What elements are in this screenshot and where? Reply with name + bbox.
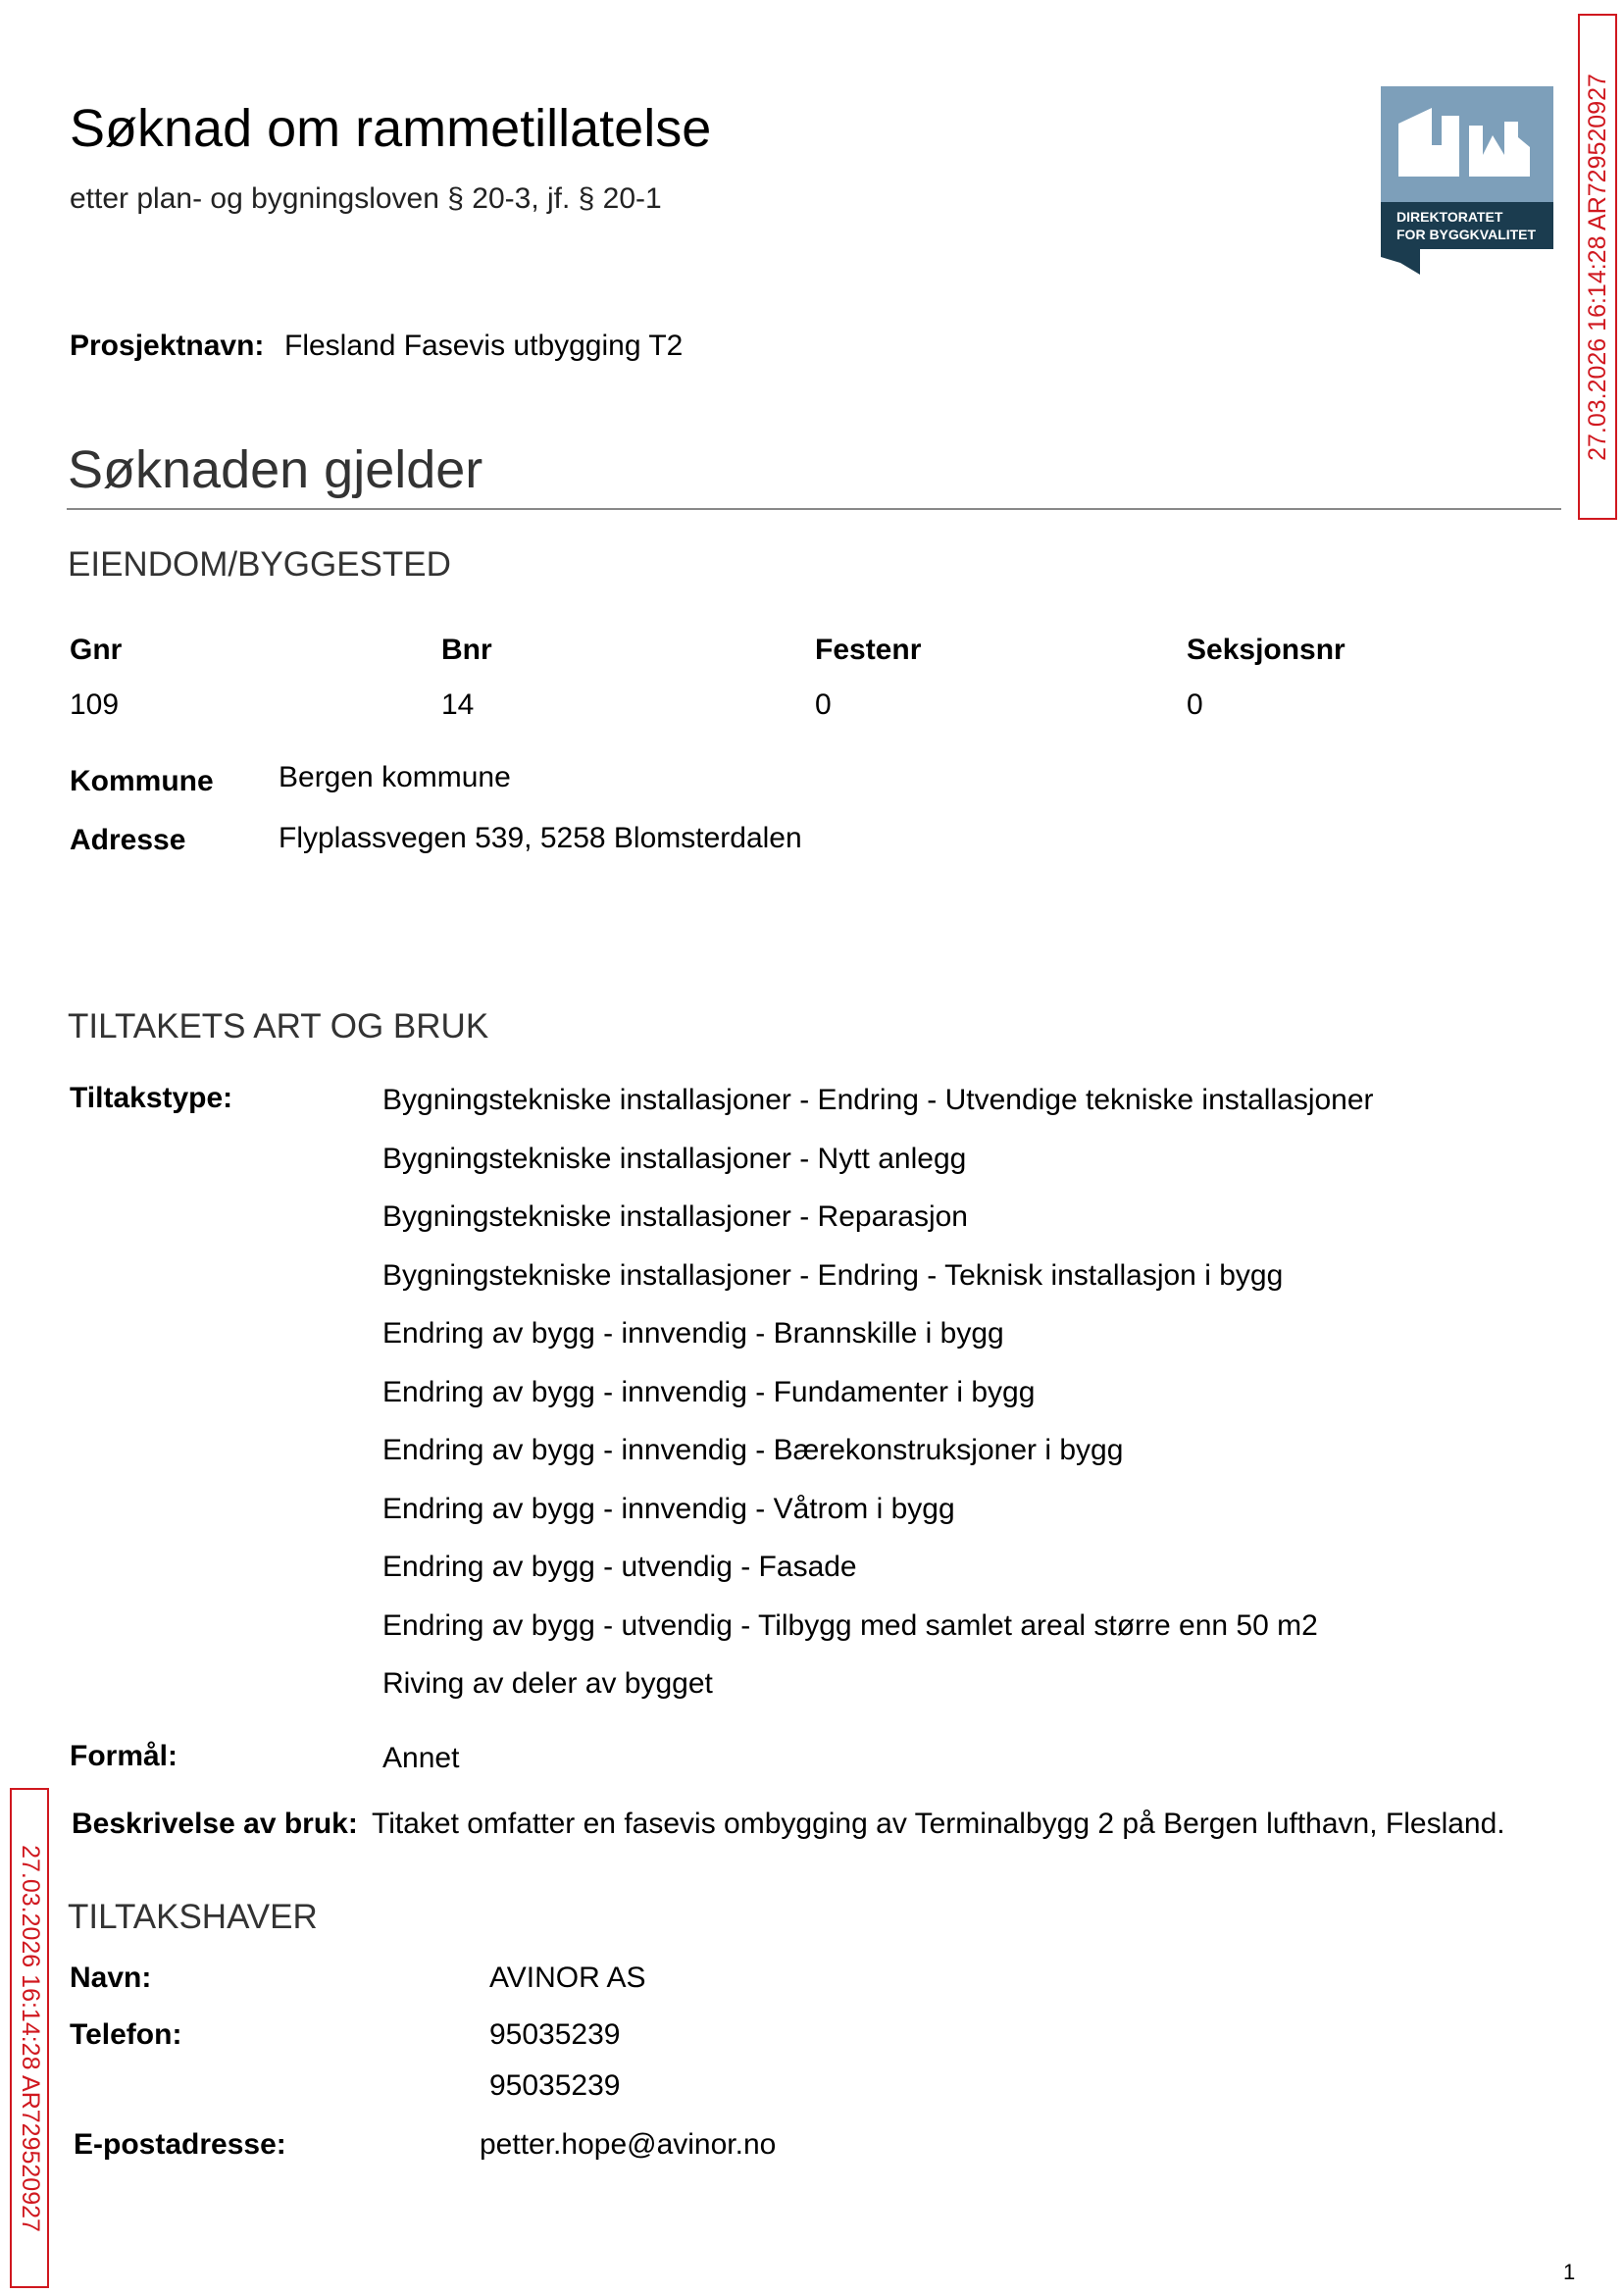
adresse-value: Flyplassvegen 539, 5258 Blomsterdalen <box>279 822 802 854</box>
logo-line2: FOR BYGGKVALITET <box>1396 227 1537 242</box>
value-seksjonsnr: 0 <box>1187 688 1203 721</box>
list-item: Endring av bygg - innvendig - Bærekonstruksjoner i bygg <box>382 1434 1124 1466</box>
owner-phone-label: Telefon: <box>70 2018 182 2051</box>
date-stamp-bottom-text: 27.03.2026 16:14:28 AR729520927 <box>16 1844 44 2232</box>
adresse-label: Adresse <box>70 824 186 856</box>
owner-name-value: AVINOR AS <box>489 1962 646 1994</box>
list-item: Bygningstekniske installasjoner - Nytt anlegg <box>382 1142 967 1175</box>
dibk-logo <box>1381 86 1553 275</box>
section-divider <box>67 508 1561 510</box>
document-subtitle: etter plan- og bygningsloven § 20-3, jf. § 20-1 <box>70 182 662 215</box>
value-festenr: 0 <box>815 688 832 721</box>
value-gnr: 109 <box>70 688 120 721</box>
column-festenr: Festenr <box>815 634 922 666</box>
list-item: Endring av bygg - utvendig - Fasade <box>382 1551 857 1583</box>
date-stamp-top <box>1578 14 1617 520</box>
value-bnr: 14 <box>441 688 475 721</box>
description-value: Titaket omfatter en fasevis ombygging av Terminalbygg 2 på Bergen lufthavn, Flesland. <box>372 1808 1505 1840</box>
kommune-label: Kommune <box>70 765 214 797</box>
date-stamp-bottom <box>10 1788 49 2288</box>
owner-email-value: petter.hope@avinor.no <box>480 2128 777 2161</box>
list-item: Endring av bygg - innvendig - Brannskille i bygg <box>382 1317 1004 1350</box>
measure-type-list <box>382 1081 1374 1723</box>
property-heading: EIENDOM/BYGGESTED <box>68 545 451 584</box>
column-seksjonsnr: Seksjonsnr <box>1187 634 1345 666</box>
list-item: Endring av bygg - innvendig - Fundamenter i bygg <box>382 1375 1036 1408</box>
document-title: Søknad om rammetillatelse <box>70 99 712 158</box>
owner-phone-value-1: 95035239 <box>489 2018 621 2051</box>
measure-heading: TILTAKETS ART OG BRUK <box>68 1007 489 1045</box>
owner-name-label: Navn: <box>70 1962 152 1994</box>
measure-type-label: Tiltakstype: <box>70 1082 233 1114</box>
description-label: Beskrivelse av bruk: <box>72 1808 358 1840</box>
column-bnr: Bnr <box>441 634 492 666</box>
owner-heading: TILTAKSHAVER <box>68 1898 318 1936</box>
project-name-value: Flesland Fasevis utbygging T2 <box>284 330 684 362</box>
list-item: Endring av bygg - innvendig - Våtrom i bygg <box>382 1492 955 1525</box>
date-stamp-top-text: 27.03.2026 16:14:28 AR729520927 <box>1583 73 1611 461</box>
page-number: 1 <box>1563 2260 1576 2284</box>
section-title: Søknaden gjelder <box>68 440 483 499</box>
list-item: Bygningstekniske installasjoner - Reparasjon <box>382 1200 968 1233</box>
owner-phone-value-2: 95035239 <box>489 2069 621 2102</box>
list-item: Endring av bygg - utvendig - Tilbygg med samlet areal større enn 50 m2 <box>382 1608 1318 1642</box>
owner-email-label: E-postadresse: <box>74 2128 286 2161</box>
purpose-label: Formål: <box>70 1740 178 1772</box>
list-item: Riving av deler av bygget <box>382 1667 713 1700</box>
list-item: Bygningstekniske installasjoner - Endring - Utvendige tekniske installasjoner <box>382 1084 1374 1116</box>
list-item: Bygningstekniske installasjoner - Endring - Teknisk installasjon i bygg <box>382 1258 1284 1292</box>
project-name-label: Prosjektnavn: <box>70 330 265 362</box>
logo-line1: DIREKTORATET <box>1396 209 1503 225</box>
kommune-value: Bergen kommune <box>279 761 511 793</box>
column-gnr: Gnr <box>70 634 123 666</box>
purpose-value: Annet <box>382 1742 460 1774</box>
